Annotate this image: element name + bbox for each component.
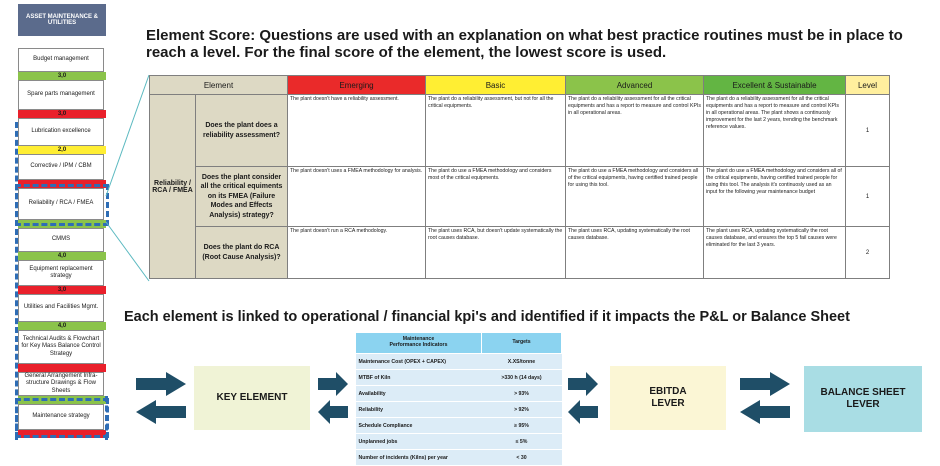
sidebar-item-label: Spare parts management (27, 91, 95, 98)
excellent-cell: The plant uses RCA, updating systematically the root causes database, and ensures the top 5 fail causes were eliminated for the last 3 years. (704, 227, 846, 279)
table-row (150, 167, 890, 227)
score-bar: 3,0 (18, 110, 106, 118)
kpi-header-indicator: Maintenance Performance Indicators (356, 333, 482, 354)
header-advanced: Advanced (566, 76, 704, 95)
kpi-target: < 30 (482, 450, 562, 466)
kpi-indicator: MTBF of Kiln (356, 370, 482, 386)
table-row (150, 227, 890, 279)
kpi-target: X.XS/tonne (482, 354, 562, 370)
score-bar: 3,0 (18, 286, 106, 294)
kpi-row (356, 418, 562, 434)
maturity-table (149, 75, 890, 279)
sidebar-item-label: General Arrangement Infra-structure Drawings & Flow Sheets (24, 373, 98, 394)
table-header-row (150, 76, 890, 95)
ebitda-lever-box: EBITDA LEVER (610, 366, 726, 430)
question-cell: Does the plant does a reliability assessment? (196, 95, 288, 167)
connector-line (106, 75, 149, 196)
kpi-row (356, 402, 562, 418)
kpi-indicator: Number of incidents (Kilns) per year (356, 450, 482, 466)
emerging-cell: The plant doesn't have a reliability assessment. (288, 95, 426, 167)
sidebar-header: ASSET MAINTENANCE & UTILITIES (18, 4, 106, 36)
score-bar: 4,0 (18, 322, 106, 330)
kpi-header-row (356, 333, 562, 354)
header-basic: Basic (426, 76, 566, 95)
arrow-right-icon (740, 372, 790, 396)
kpi-table (355, 332, 562, 466)
kpi-target: > 92% (482, 402, 562, 418)
score-bar: 4,0 (18, 252, 106, 260)
kpi-row (356, 434, 562, 450)
kpi-target: > 93% (482, 386, 562, 402)
table-row (150, 95, 890, 167)
arrow-left-icon (318, 400, 348, 424)
kpi-target: ≤ 5% (482, 434, 562, 450)
kpi-target: ≥ 95% (482, 418, 562, 434)
key-element-box: KEY ELEMENT (194, 366, 310, 430)
kpi-row (356, 370, 562, 386)
kpi-target: >330 h (14 days) (482, 370, 562, 386)
score-bar: 2,0 (18, 146, 106, 154)
sidebar-item-label: Technical Audits & Flowchart for Key Mass Balance Control Strategy (21, 336, 101, 357)
basic-cell: The plant do a reliability assessment, but not for all the critical equipments. (426, 95, 566, 167)
kpi-indicator: Unplanned jobs (356, 434, 482, 450)
page-title: Element Score: Questions are used with an explanation on what best practice routines must be in place to reach a level. For the final score of the element, the lowest score is used. (146, 27, 903, 61)
header-excellent: Excellent & Sustainable (704, 76, 846, 95)
excellent-cell: The plant do a reliability assessment for all the critical equipments and has a report to measure and control KPIs in all operational areas. The plant shows a continuosly improvement for the last 2 years, trending the benchmark reference values. (704, 95, 846, 167)
kpi-row (356, 386, 562, 402)
sidebar-item-label: CMMS (51, 236, 71, 243)
sidebar-item-label: Lubrication excellence (31, 128, 91, 135)
excellent-cell: The plant do use a FMEA methodology and considers all of the critical equipments, having certified trained people for using this tool. The analysis it's continuosly used as an input for the following year maintenance budget (704, 167, 846, 227)
emerging-cell: The plant doesn't run a RCA methodology. (288, 227, 426, 279)
balance-sheet-lever-box: BALANCE SHEET LEVER (804, 366, 922, 432)
sidebar-item-label: Equipment replacement strategy (29, 265, 93, 279)
advanced-cell: The plant uses RCA, updating systematically the root causes database. (566, 227, 704, 279)
basic-cell: The plant do use a FMEA methodology and considers most of the critical equipments. (426, 167, 566, 227)
score-bar: 3,0 (18, 72, 106, 80)
kpi-header-target: Targets (482, 333, 562, 354)
question-cell: Does the plant consider all the critical equiments on its FMEA (Failure Modes and Effects Analysis) strategy? (196, 167, 288, 227)
header-level: Level (846, 76, 890, 95)
arrow-left-icon (740, 400, 790, 424)
arrow-right-icon (318, 372, 348, 396)
element-name: Reliability / RCA / FMEA (150, 95, 196, 279)
sidebar-item-label: Reliability / RCA / FMEA (28, 200, 94, 207)
question-cell: Does the plant do RCA (Root Cause Analysis)? (196, 227, 288, 279)
sidebar-item-label: Corrective / IPM / CBM (30, 163, 92, 170)
basic-cell: The plant uses RCA, but doesn't update systematically the root causes database. (426, 227, 566, 279)
kpi-indicator: Availability (356, 386, 482, 402)
sidebar-item-label: Utilities and Facilities Mgmt. (23, 304, 99, 311)
arrow-left-icon (136, 400, 186, 424)
level-cell: 2 (846, 227, 890, 279)
emerging-cell: The plant doesn't uses a FMEA methodology for analysis. (288, 167, 426, 227)
advanced-cell: The plant do use a FMEA methodology and considers all of the critical equipments, having certified trained people for using this tool. (566, 167, 704, 227)
level-cell: 1 (846, 95, 890, 167)
arrow-right-icon (568, 372, 598, 396)
header-emerging: Emerging (288, 76, 426, 95)
arrow-right-icon (136, 372, 186, 396)
sidebar-item-label: Maintenance strategy (32, 413, 90, 420)
header-element: Element (150, 76, 288, 95)
kpi-indicator: Maintenance Cost (OPEX + CAPEX) (356, 354, 482, 370)
kpi-subtitle: Each element is linked to operational / financial kpi's and identified if it impacts the P&L or Balance Sheet (124, 309, 850, 325)
kpi-row (356, 354, 562, 370)
level-cell: 1 (846, 167, 890, 227)
sidebar-item-label: Budget management (33, 56, 89, 63)
connector-line (106, 222, 149, 281)
advanced-cell: The plant do a reliability assessment for all the critical equipments and has a report to measure and control KPIs in all operational areas. (566, 95, 704, 167)
arrow-left-icon (568, 400, 598, 424)
kpi-indicator: Reliability (356, 402, 482, 418)
kpi-row (356, 450, 562, 466)
kpi-indicator: Schedule Compliance (356, 418, 482, 434)
